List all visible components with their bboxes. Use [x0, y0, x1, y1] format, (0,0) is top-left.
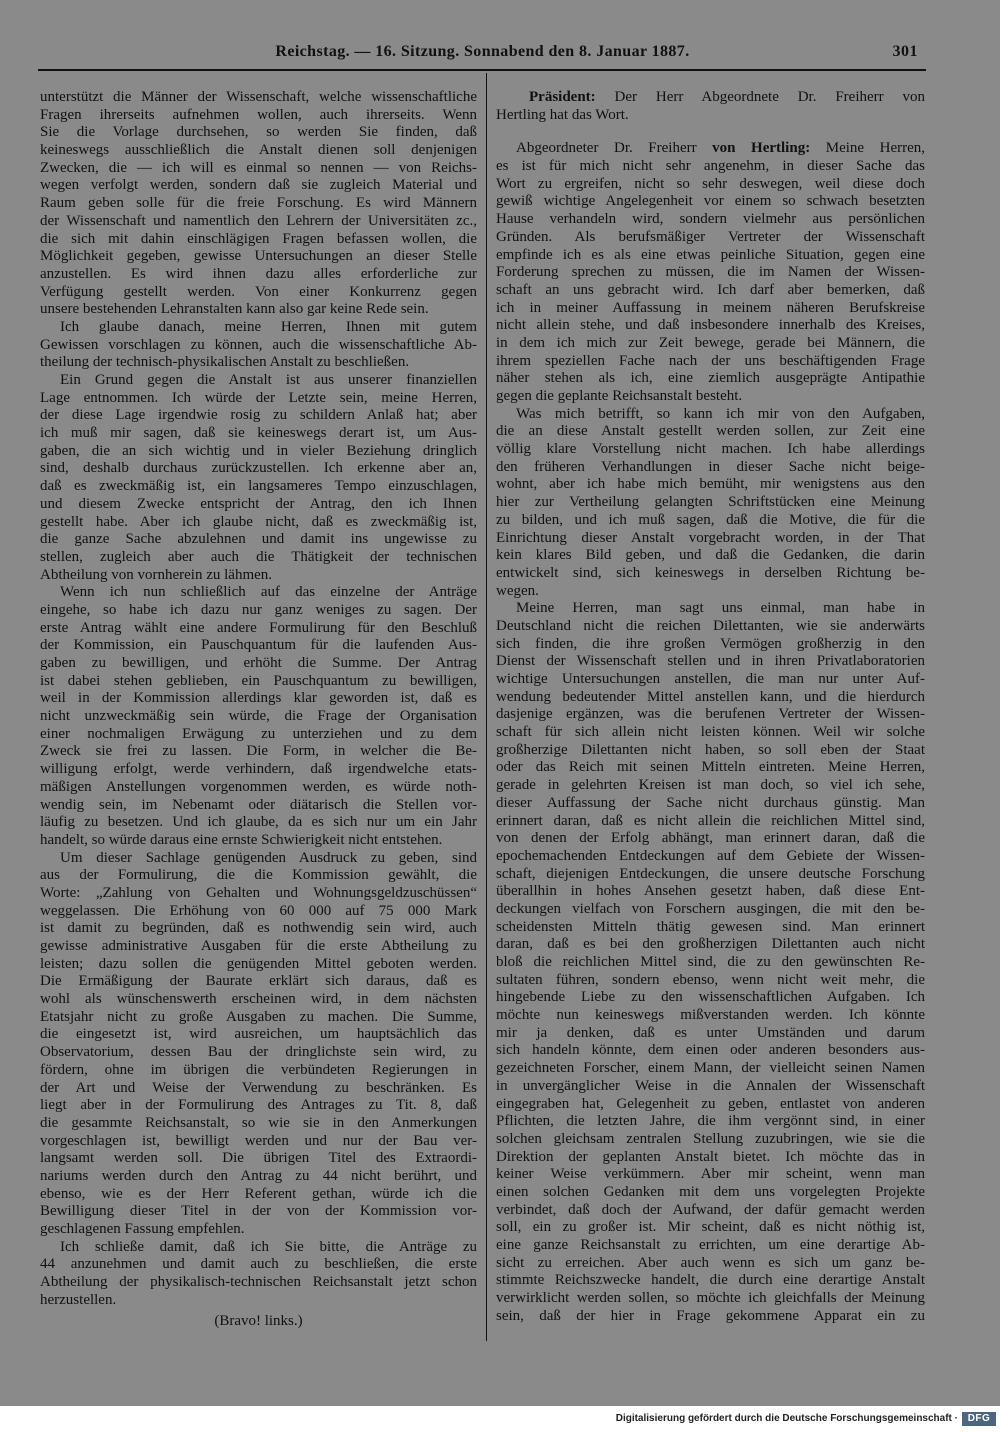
paragraph — [496, 406, 925, 601]
text-line: einer nochmaligen Erwägung zu unterziehen und zu dem — [40, 725, 477, 742]
digitization-footer — [0, 1406, 1000, 1432]
text-line: Pflichten, die letzten Jahre, die ihm vergönnt sind, in einer — [496, 1113, 925, 1130]
text-line: verwirklicht werden sollen, so möchte ich gleichfalls der Meinung — [496, 1290, 925, 1307]
text-line: nicht allein stehe, und daß insbesondere innerhalb des Kreises, — [496, 317, 925, 334]
running-header: Reichstag. — 16. Sitzung. Sonnabend den 8. Januar 1887. — [275, 43, 690, 60]
text-line: fördern, ohne im übrigen die verbündeten Regierungen in — [40, 1061, 477, 1078]
text-line: in unvergänglicher Weise in die Annalen der Wissenschaft — [496, 1077, 925, 1094]
text-line: Bewilligung dieser Titel in der von der Kommission vor- — [40, 1203, 477, 1220]
text-line: einen solchen Gedanken mit dem uns vorgelegten Projekte — [496, 1183, 925, 1200]
text-line: wichtige Untersuchungen anstellen, die man nur unter Auf- — [496, 671, 925, 687]
text-line: Zweck sie frei zu lassen. Die Form, in welcher die Be- — [40, 743, 477, 760]
text-line: Sie die Vorlage durchsehen, so werden Sie finden, daß — [40, 124, 477, 141]
text-line: gewisse administrative Ausgaben für die erste Abtheilung zu — [40, 938, 477, 954]
text-line: Etatsjahr nicht zu große Ausgaben zu machen. Die Summe, — [40, 1008, 477, 1025]
text-line: Direktion der geplanten Anstalt bietet. Ich möchte das in — [496, 1148, 925, 1165]
text-line: mir ja denken, daß es unter Umständen und darum — [496, 1024, 925, 1041]
text-line: Zwecken, die — ich will es einmal so nennen — von Reichs- — [40, 159, 477, 176]
text-line: stellen, zugleich aber auch die Thätigkeit der technischen — [40, 548, 477, 565]
text-line: Ich glaube danach, meine Herren, Ihnen mit gutem — [60, 318, 477, 335]
header-rule — [38, 69, 926, 71]
text-line: sich finden, die ihre großen Vermögen großherzig in den — [496, 635, 925, 652]
left-column-paragraphs — [40, 89, 477, 1309]
text-line: Raum geben solle für die freie Forschung. Es wird Männern — [40, 195, 477, 212]
text-line: 44 anzunehmen und damit auch zu beschließen, die erste — [40, 1256, 477, 1273]
text-line: näher stehen als ich, eine ziemlich ausgeprägte Antipathie — [496, 370, 925, 387]
speaker-name: von Hertling: — [712, 140, 811, 157]
text-line: dieser Auffassung der Sache nicht durchaus günstig. Man — [496, 794, 925, 811]
text-line: wendung bedeutender Mittel anstellen kann, und die hierdurch — [496, 688, 925, 705]
text-line: läufig zu besetzen. Und ich glaube, da es sich nur um ein Jahr — [40, 814, 477, 831]
text-line: solchen gleichsam zentralen Stellung zuzubringen, wie sie die — [496, 1130, 925, 1147]
text-line: die sich mit dahin einschlägigen Fragen befassen wollen, die — [40, 230, 477, 247]
text-line: gestellt habe. Aber ich glaube nicht, daß es zweckmäßig ist, — [40, 513, 477, 530]
text-line: sind, deshalb durchaus zurückzustellen. Ich erkenne aber an, — [40, 460, 477, 477]
text-line: Worte: „Zahlung von Gehalten und Wohnungsgeldzuschüssen“ — [40, 884, 477, 901]
text-line: entwickelt sind, sich keineswegs in derselben Richtung be- — [496, 564, 925, 581]
left-column — [40, 89, 477, 1331]
text-line: ist damit zu begründen, daß es nothwendig sein wird, auch — [40, 920, 477, 937]
text-line: daran, daß es bei den großherzigen Dilettanten auch nicht — [496, 936, 925, 953]
text-line: empfinde ich es als eine etwas peinliche Situation, gegen eine — [496, 246, 925, 263]
text-line: der Wissenschaft und namentlich den Lehrern der Universitäten zc., — [40, 212, 477, 229]
text-line: oder das Reich mit seinen Mitteln eintreten. Meine Herren, — [496, 759, 925, 776]
text-line: Meine Herren, man sagt uns einmal, man habe in — [516, 600, 925, 617]
paragraph — [40, 584, 477, 849]
text-line: scheidensten Mitteln thätig gewesen sind. Man erinnert — [496, 918, 925, 935]
text-line: Observatorium, dessen Bau der dringlichste sein wird, zu — [40, 1044, 477, 1061]
text-line: soll, ein zu großer ist. Mir scheint, daß es nicht nöthig ist, — [496, 1219, 925, 1236]
text-line: Hause verhandeln wird, sondern vielmehr aus persönlichen — [496, 211, 925, 228]
text-line: theilung der technisch-physikalischen Anstalt zu beschließen. — [40, 354, 410, 371]
text-line: gerade in gelehrten Kreisen ist man doch, so viel ich sehe, — [496, 777, 925, 794]
dfg-logo: DFG — [962, 1412, 996, 1426]
text-line: und diesem Zwecke entspricht der Antrag, den ich Ihnen — [40, 495, 477, 512]
text-line: Lage entnommen. Ich würde der Letzte sein, meine Herren, — [40, 389, 477, 406]
text-line: der Art und Weise der Verwendung zu beschränken. Es — [40, 1079, 477, 1096]
applause-note: (Bravo! links.) — [214, 1313, 303, 1330]
text-line: möchte nun keineswegs mißverstanden werden. Ich könnte — [496, 1007, 925, 1024]
text-line — [496, 140, 925, 158]
text-line: eingehe, so habe ich dazu nur ganz weniges zu sagen. Der — [40, 601, 477, 618]
text-line: Verfügung gestellt werden. Von einer Konkurrenz gegen — [40, 283, 477, 300]
funding-credit: Digitalisierung gefördert durch die Deutsche Forschungsgemeinschaft · — [615, 1413, 958, 1424]
text-line: Forderung sprechen zu müssen, die im Namen der Wissen- — [496, 264, 925, 281]
text-line: sein, daß der hier in Frage gekommene Apparat ein zu — [496, 1307, 925, 1324]
text-line: Wenn ich nun schließlich auf das einzelne der Anträge — [60, 584, 477, 601]
text-line: gegen die geplante Reichsanstalt besteht. — [496, 388, 743, 404]
text-line: ihrem speziellen Fache nach der uns beschäftigenden Frage — [496, 352, 925, 369]
text-run: Abgeordneter Dr. Freiherr — [516, 140, 713, 157]
column-divider — [486, 73, 487, 1341]
text-line: herzustellen. — [40, 1291, 117, 1308]
text-line: hier zur Vertheilung gelangten Schriftstücken eine Meinung — [496, 494, 925, 511]
text-line: Fragen ihrerseits aufnehmen wollen, auch ihrerseits. Wenn — [40, 106, 477, 123]
text-line: schaft für sich allein nicht leisten können. Weil wir solche — [496, 724, 925, 741]
text-line: bloß die reichlichen Mittel sind, die zu den gewünschten Re- — [496, 954, 925, 970]
text-line: wendig sein, im Nebenamt oder diätarisch die Stellen vor- — [40, 796, 477, 813]
text-run: Der Herr Abgeordnete Dr. Freiherr von — [595, 89, 925, 105]
page-number: 301 — [892, 43, 918, 60]
paragraph — [496, 600, 925, 1325]
text-line: es ist für mich nicht sehr angenehm, in dieser Sache das — [496, 158, 925, 175]
text-line: die ganze Sache abzulehnen und damit ins ungewisse zu — [40, 531, 477, 548]
text-line: willigung erfolgt, werde verhindern, daß irgendwelche etats- — [40, 761, 477, 778]
text-line: Ein Grund gegen die Anstalt ist aus unserer finanziellen — [60, 372, 477, 388]
text-line: Gründen. Als berufsmäßiger Vertreter der Wissenschaft — [496, 228, 925, 245]
text-line: gewiß wichtige Angelegenheit vor einem so schwach besetzten — [496, 193, 925, 210]
text-line: geschlagenen Fassung empfehlen. — [40, 1221, 245, 1237]
text-line: ich muß mir sagen, daß sie keineswegs derart ist, um Aus- — [40, 425, 477, 442]
text-line: der Kommission, ein Pauschquantum für die laufenden Aus- — [40, 637, 477, 654]
text-line: gezeichneten Forscher, einem Mann, der vielleicht seinen Namen — [496, 1060, 925, 1077]
text-line: epochemachenden Entdeckungen auf dem Gebiete der Wissen- — [496, 847, 925, 864]
text-line: wohl als wünschenswerth erscheinen wird, in dem nächsten — [40, 991, 477, 1008]
paragraph — [40, 319, 477, 372]
text-line: kein klares Bild geben, und daß die Gedanken, die darin — [496, 547, 925, 564]
text-line: leisten; dazu sollen die genügenden Mittel geboten werden. — [40, 955, 477, 972]
text-line: die eingesetzt ist, wird ausreichen, um hauptsächlich das — [40, 1026, 477, 1043]
text-line: verbindet, daß doch der Aufwand, der dafür gemacht werden — [496, 1201, 925, 1218]
text-line: daß es zweckmäßig ist, ein langsameres Tempo einzuschlagen, — [40, 478, 477, 495]
paragraph — [40, 850, 477, 1239]
text-line: weggelassen. Die Erhöhung von 60 000 auf 75 000 Mark — [40, 902, 477, 919]
text-line: dasjenige ergänzen, was die berufenen Vertreter der Wissen- — [496, 706, 925, 723]
text-line: erste Antrag wählt eine andere Formulirung für den Beschluß — [40, 619, 477, 636]
text-line: überallhin in hohes Ansehen gesetzt haben, daß diese Ent- — [496, 883, 925, 900]
text-line: weil in der Kommission allerdings klar geworden ist, daß es — [40, 690, 477, 707]
text-line: Was mich betrifft, so kann ich mir von den Aufgaben, — [516, 405, 925, 422]
paragraph — [40, 372, 477, 584]
text-line: den früheren Verhandlungen in dieser Sache nicht beige- — [496, 458, 925, 475]
right-column — [496, 89, 925, 1325]
text-line: zu bilden, und ich muß sagen, daß die Motive, die für die — [496, 511, 925, 528]
text-line: sultaten führen, sondern ebenso, wenn nicht weit mehr, die — [496, 971, 925, 988]
paragraph — [496, 140, 925, 405]
text-line: ich in meiner Auffassung in meinem näheren Berufskreise — [496, 299, 925, 316]
text-line: Möglichkeit gegeben, gewisse Untersuchungen an dieser Stelle — [40, 248, 477, 265]
text-line: Dienst der Wissenschaft stellen und in ihren Privatlaboratorien — [496, 653, 925, 670]
text-line: ebenso, wie es der Herr Referent gethan, würde ich die — [40, 1185, 477, 1202]
text-line: keineswegs ausschließlich die Anstalt dienen soll denjenigen — [40, 142, 477, 159]
text-line: anzustellen. Es wird ihnen dazu alles erforderliche zur — [40, 265, 477, 282]
text-line: der diese Lage irgendwie rosig zu schildern Anlaß hat; aber — [40, 407, 477, 424]
text-line — [496, 89, 925, 107]
text-line: eine ganze Reichsanstalt zu errichten, um eine derartige Ab- — [496, 1237, 925, 1253]
paragraph — [40, 89, 477, 319]
text-line: sich handeln könnte, dem einen oder anderen besonders aus- — [496, 1042, 925, 1059]
text-line: ist dabei stehen geblieben, ein Pauschquantum zu bewilligen, — [40, 672, 477, 689]
text-line: keiner Weise verkümmern. Aber mir scheint, wenn man — [496, 1166, 925, 1183]
text-line: in dem ich mich zur Zeit bewege, gerade bei Männern, die — [496, 334, 925, 351]
text-line: Wort zu ergreifen, nicht so sehr deswegen, weil diese doch — [496, 175, 925, 192]
text-line: gaben zu bewilligen, und erhöht die Summe. Der Antrag — [40, 655, 477, 671]
text-line: erinnert daran, daß es nicht allein die reichlichen Mittel sind, — [496, 812, 925, 829]
text-line: langsamt werden soll. Die übrigen Titel des Extraordi- — [40, 1150, 477, 1167]
text-line: gaben, die an sich wichtig und in vieler Beziehung dringlich — [40, 442, 477, 459]
text-run: Meine Herren, — [810, 140, 925, 157]
text-line: eingegraben hat, Gelegenheit zu geben, entlastet von anderen — [496, 1095, 925, 1112]
text-line: Um dieser Sachlage genügenden Ausdruck zu geben, sind — [60, 849, 477, 866]
text-line: Abtheilung der physikalisch-technischen Reichsanstalt jetzt schon — [40, 1274, 477, 1291]
text-line: vorgeschlagen ist, bewilligt werden und nur der Bau ver- — [40, 1132, 477, 1149]
paragraph — [496, 89, 925, 124]
text-line: Die Ermäßigung der Baurate erklärt sich daraus, daß es — [40, 973, 477, 990]
text-line: Gewissen vorschlagen zu können, auch die wissenschaftliche Ab- — [40, 336, 477, 353]
text-line: stimmte Reichszwecke handelt, die durch eine derartige Anstalt — [496, 1272, 925, 1289]
text-line: wegen verfolgt werden, sondern daß sie zugleich Material und — [40, 177, 477, 194]
text-line: die gesammte Reichsanstalt, so wie sie in den Anmerkungen — [40, 1114, 477, 1131]
text-line: wegen. — [496, 582, 539, 599]
text-line: großherzige Dilettanten nicht haben, so soll eben der Staat — [496, 741, 925, 758]
text-line: schaft an uns gebracht wird. Ich darf aber bemerken, daß — [496, 281, 925, 298]
text-line: Ich schließe damit, daß ich Sie bitte, die Anträge zu — [60, 1238, 477, 1255]
text-line: die an diese Anstalt gestellt werden sollen, zur Zeit eine — [496, 423, 925, 440]
text-line: unterstützt die Männer der Wissenschaft, welche wissenschaftliche — [40, 89, 477, 105]
text-line: sicht zu erreichen. Aber auch wenn es sich um ganz be- — [496, 1254, 925, 1271]
text-line: nicht unzweckmäßig sein würde, die Frage der Organisation — [40, 708, 477, 725]
text-line: handelt, so würde daraus eine ernste Schwierigkeit nicht entstehen. — [40, 831, 443, 848]
text-line: deckungen vielfach von Forschern ausgingen, die mit den be- — [496, 900, 925, 917]
text-line: völlig klare Vorstellung nicht machen. Ich habe allerdings — [496, 441, 925, 458]
paragraph — [40, 1239, 477, 1310]
text-line: Deutschland nicht die reichen Dilettanten, wie sie anderwärts — [496, 617, 925, 634]
text-line: Abtheilung von vornherein zu lähmen. — [40, 566, 273, 583]
text-line: unsere bestehenden Lehranstalten kann also gar keine Rede sein. — [40, 301, 429, 318]
text-line: Hertling hat das Wort. — [496, 106, 629, 123]
text-line: Einrichtung dieser Anstalt vorgebracht worden, in der That — [496, 529, 925, 546]
text-line: mäßigen Anstellungen vorgenommen werden, es würde noth- — [40, 778, 477, 795]
text-line: von denen der Erfolg abhängt, man erinnert daran, daß die — [496, 830, 925, 847]
text-line: nariums werden durch den Antrag zu 44 nicht berührt, und — [40, 1167, 477, 1184]
speaker-name: Präsident: — [529, 89, 596, 105]
text-line: wohnt, aber ich habe mich bemüht, mir wenigstens aus den — [496, 476, 925, 493]
text-line: schaft, diejenigen Entdeckungen, die unsere deutsche Forschung — [496, 865, 925, 882]
text-line: liegt aber in der Formulirung des Antrages zu Tit. 8, daß — [40, 1097, 477, 1114]
text-line: aus der Formulirung, die die Kommission gewählt, die — [40, 867, 477, 884]
text-line: hingebende Liebe zu den wissenschaftlichen Aufgaben. Ich — [496, 989, 925, 1006]
